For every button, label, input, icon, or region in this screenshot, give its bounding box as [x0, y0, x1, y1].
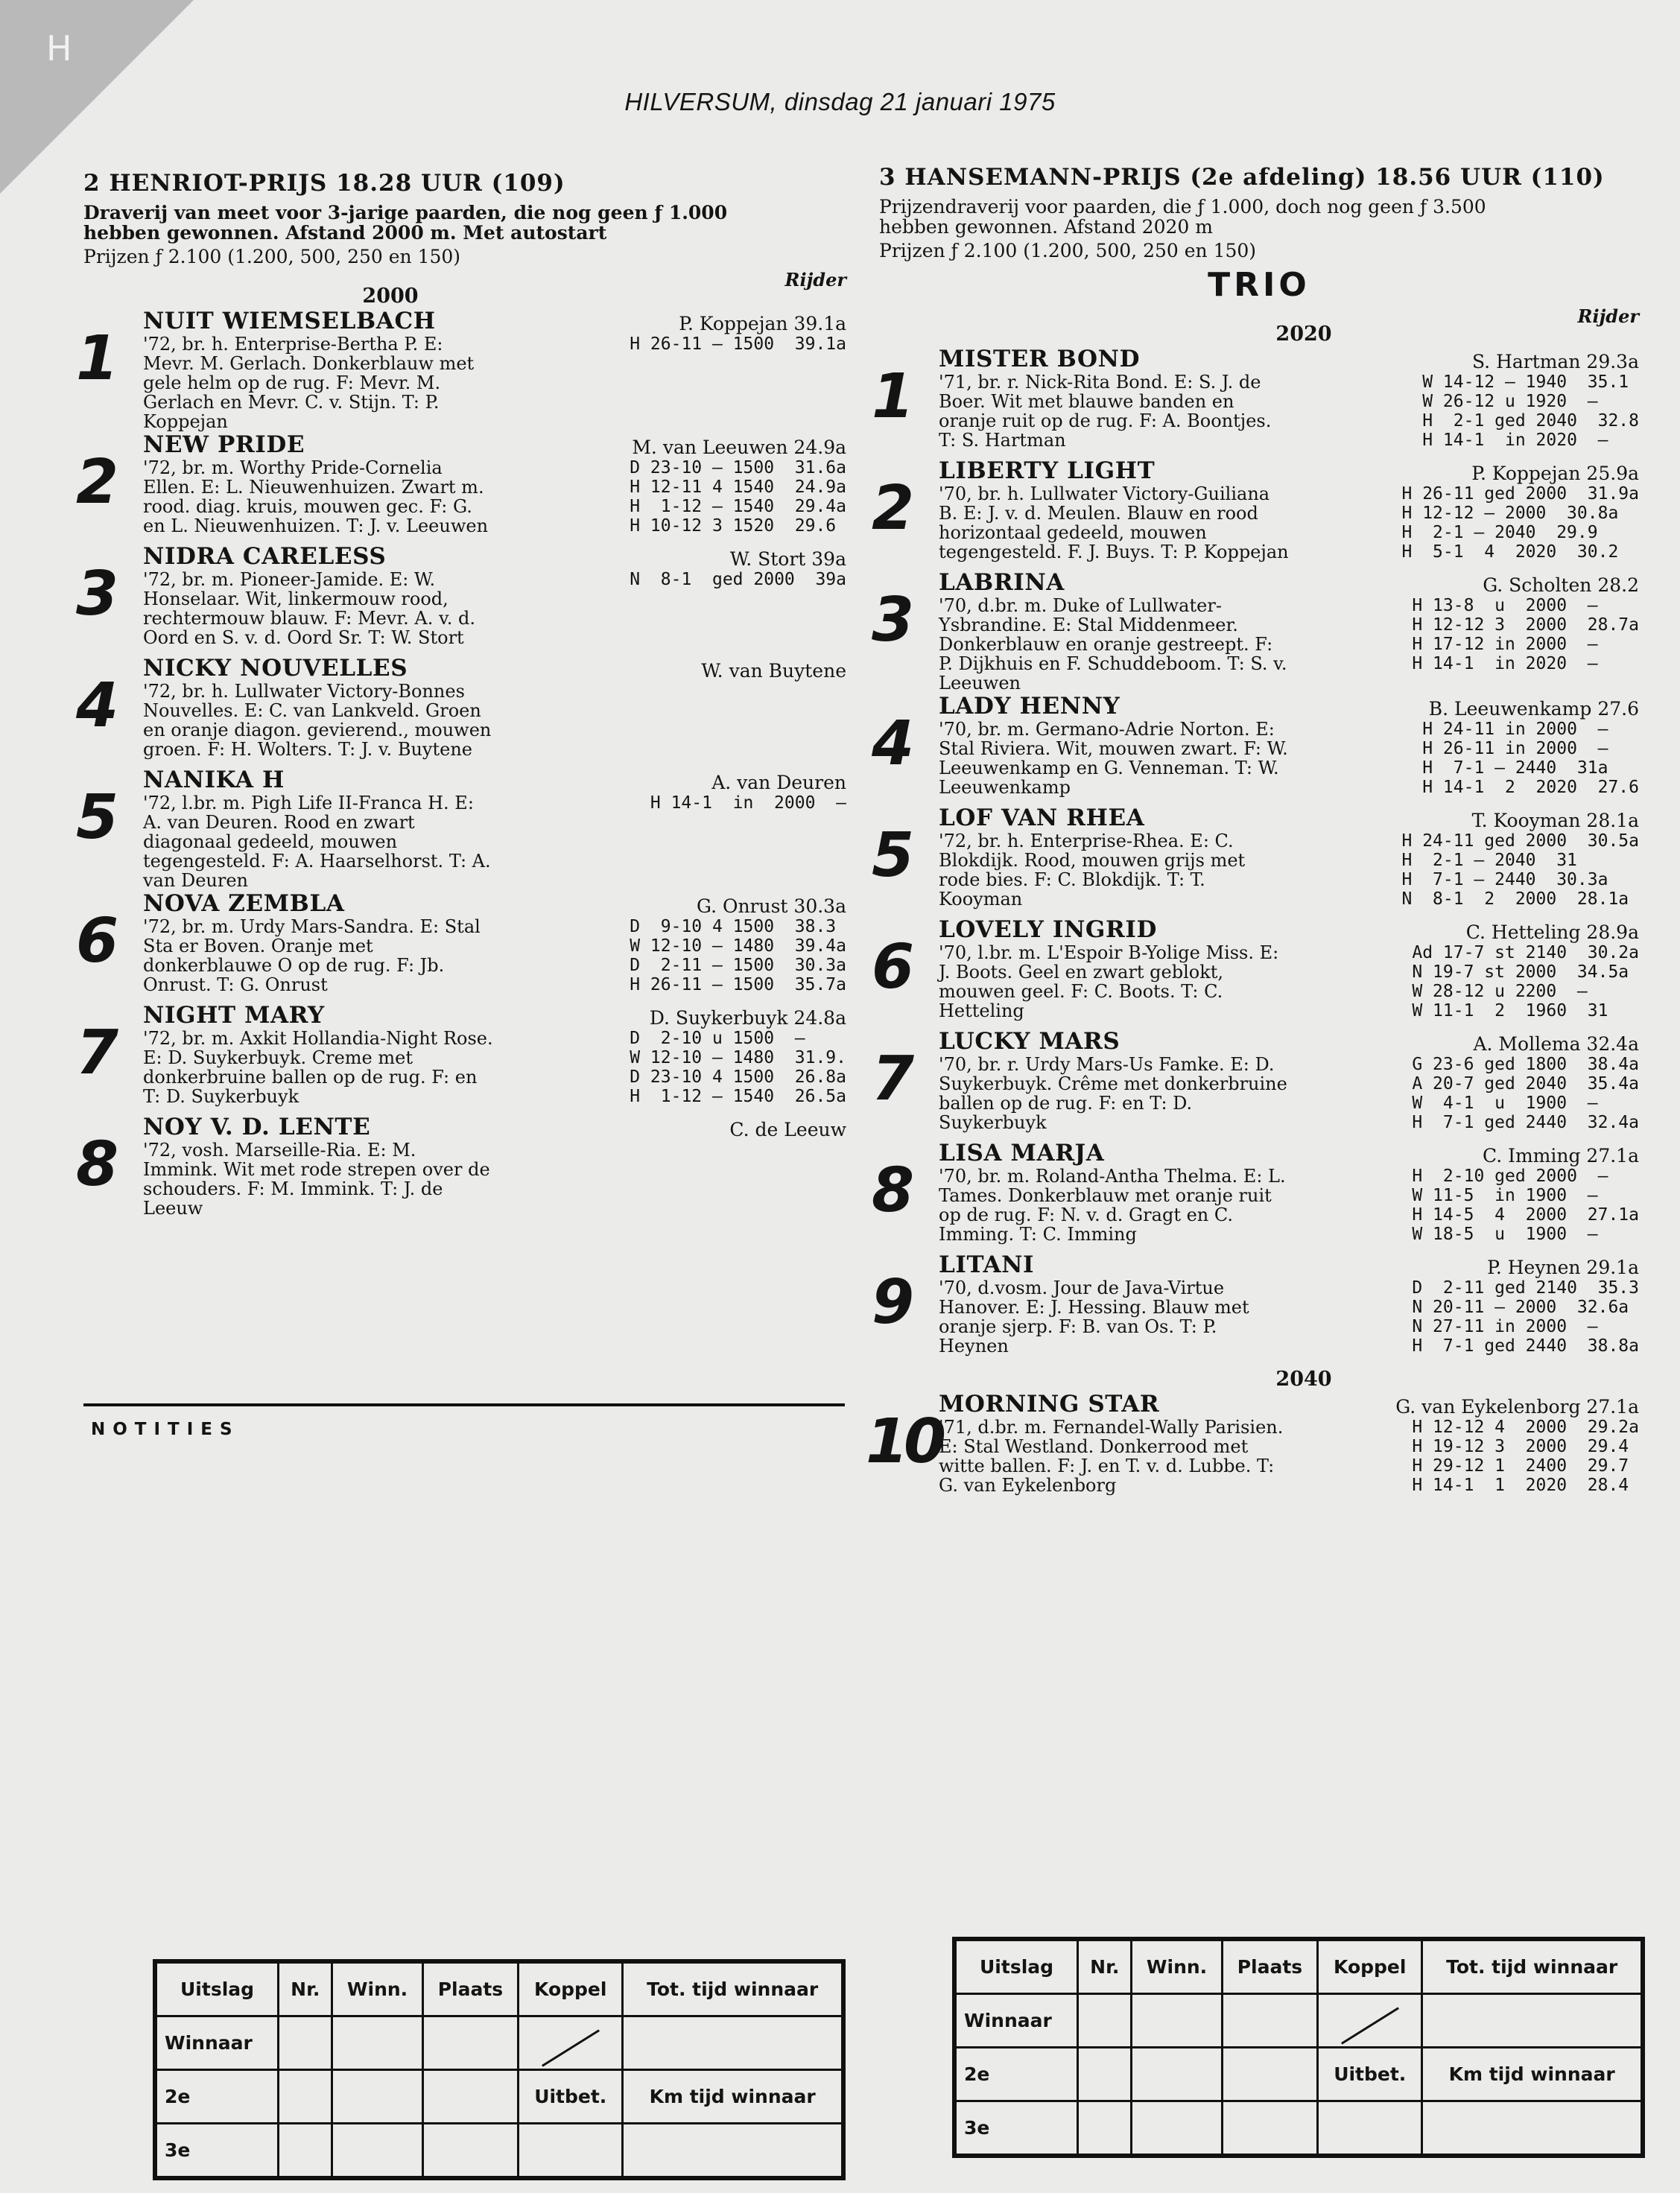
past-run: A 20-7 ged 2040 35.4a	[1412, 1074, 1639, 1094]
entry-body	[939, 484, 1639, 562]
race-title: 2 HENRIOT-PRIJS 18.28 UUR (109)	[83, 170, 565, 197]
entry-number: 4	[872, 708, 915, 779]
race-desc-line: Draverij van meet voor 3-jarige paarden, die nog geen ƒ 1.000	[83, 202, 728, 223]
entry-body	[939, 1167, 1639, 1244]
distance-label: 2020	[1275, 323, 1332, 346]
jockey-name: C. Imming 27.1a	[1482, 1145, 1639, 1167]
past-run: W 11-1 2 1960 31	[1412, 1001, 1608, 1021]
past-run: H 7-1 — 2440 31a	[1422, 758, 1608, 778]
entry-header	[939, 457, 1639, 484]
entry-number: 7	[76, 1018, 119, 1088]
table-header-cell: Plaats	[1222, 1939, 1318, 1994]
distance-label: 2000	[362, 285, 419, 308]
entry-body	[939, 720, 1639, 797]
past-runs	[1412, 1418, 1639, 1495]
horse-info: '70, br. r. Urdy Mars-Us Famke. E: D. Suykerbuyk. Crême met donkerbruine ballen op de rug. F: en T: D. Suykerbuyk	[939, 1054, 1287, 1133]
horse-name: MISTER BOND	[939, 346, 1141, 372]
race-prizes: Prijzen ƒ 2.100 (1.200, 500, 250 en 150)	[879, 240, 1257, 261]
race-desc-line: Prijzendraverij voor paarden, die ƒ 1.000, doch nog geen ƒ 3.500	[879, 196, 1486, 218]
past-run: N 8-1 ged 2000 39a	[630, 570, 846, 589]
result-cell[interactable]	[623, 2016, 843, 2070]
jockey-name: P. Koppejan 25.9a	[1471, 463, 1639, 484]
rijder-label: Rijder	[1577, 305, 1639, 327]
table-row	[155, 2016, 843, 2070]
past-run: H 26-11 — 1500 35.7a	[630, 975, 846, 994]
result-cell[interactable]	[332, 2070, 422, 2124]
table-row	[954, 2101, 1643, 2156]
table-header-cell: Koppel	[1318, 1939, 1422, 1994]
horse-name: NOY V. D. LENTE	[143, 1114, 371, 1140]
past-run: H 2-10 ged 2000 —	[1412, 1167, 1608, 1186]
race-entry	[76, 655, 846, 767]
table-row	[954, 1994, 1643, 2048]
table-row	[155, 2070, 843, 2124]
past-runs	[1422, 372, 1639, 450]
past-run: H 2-1 — 2040 31	[1401, 851, 1577, 870]
result-cell[interactable]	[519, 2124, 623, 2179]
entry-header	[143, 890, 846, 917]
horse-name: NIDRA CARELESS	[143, 543, 387, 570]
past-run: H 7-1 — 2440 30.3a	[1401, 870, 1608, 889]
entries-list	[866, 346, 1639, 1502]
entry-header	[939, 1028, 1639, 1055]
past-run: D 23-10 4 1500 26.8a	[630, 1067, 846, 1087]
horse-name: LIBERTY LIGHT	[939, 457, 1156, 484]
corner-letter: H	[46, 28, 72, 69]
race-entry	[872, 346, 1639, 457]
result-cell[interactable]	[519, 2016, 623, 2070]
entry-number: 2	[76, 447, 119, 518]
past-run: H 14-1 in 2020 —	[1412, 654, 1598, 673]
past-run: H 24-11 ged 2000 30.5a	[1401, 831, 1639, 851]
past-run: N 20-11 — 2000 32.6a	[1412, 1298, 1629, 1317]
past-runs	[1412, 1055, 1639, 1132]
result-cell[interactable]	[332, 2016, 422, 2070]
past-run: W 26-12 u 1920 —	[1422, 392, 1598, 411]
table-header-cell: Nr.	[1078, 1939, 1132, 1994]
jockey-name: T. Kooyman 28.1a	[1471, 810, 1639, 831]
past-run: W 12-10 — 1480 31.9.	[630, 1048, 846, 1067]
past-run: D 2-10 u 1500 —	[630, 1029, 805, 1048]
table-header-cell: Winn.	[332, 1961, 422, 2016]
entry-header	[939, 1391, 1639, 1418]
koppel-slash	[542, 2029, 600, 2066]
result-cell[interactable]	[1422, 2101, 1643, 2156]
entry-number: 5	[872, 820, 915, 891]
entry-body	[939, 596, 1639, 693]
entry-header	[143, 431, 846, 458]
entry-header	[939, 569, 1639, 596]
row-label: Winnaar	[954, 1994, 1078, 2048]
result-cell[interactable]	[1132, 2048, 1222, 2101]
horse-name: LADY HENNY	[939, 693, 1120, 720]
horse-info: '72, l.br. m. Pigh Life II-Franca H. E: A. van Deuren. Rood en zwart diagonaal gedeeld, mouwen tegengesteld. F: A. Haarselhorst. T: A. van Deuren	[143, 793, 491, 891]
horse-info: '70, l.br. m. L'Espoir B-Yolige Miss. E: J. Boots. Geel en zwart geblokt, mouwen geel. F: C. Boots. T: C. Hetteling	[939, 942, 1279, 1021]
horse-info: '72, br. m. Urdy Mars-Sandra. E: Stal Sta er Boven. Oranje met donkerblauwe O op de rug. F: Jb. Onrust. T: G. Onrust	[143, 916, 481, 995]
distance-label: 2040	[1275, 1368, 1332, 1391]
horse-name: NOVA ZEMBLA	[143, 890, 345, 917]
horse-name: LISA MARJA	[939, 1140, 1105, 1167]
horse-info: '70, br. m. Germano-Adrie Norton. E: Stal Riviera. Wit, mouwen zwart. F: W. Leeuwenkamp en G. Venneman. T: W. Leeuwenkamp	[939, 719, 1288, 798]
past-runs	[1402, 484, 1640, 562]
race-entry	[872, 1251, 1639, 1363]
past-runs	[1412, 1278, 1639, 1356]
jockey-name: W. Stort 39a	[729, 548, 846, 570]
past-run: D 9-10 4 1500 38.3	[630, 917, 837, 936]
race-right	[866, 164, 1639, 1502]
past-run: H 24-11 in 2000 —	[1422, 720, 1608, 739]
entry-body	[939, 1418, 1639, 1495]
entry-number: 2	[872, 473, 915, 544]
entry-body	[939, 943, 1639, 1021]
result-cell[interactable]	[1222, 2101, 1318, 2156]
past-run: W 12-10 — 1480 39.4a	[630, 936, 846, 956]
entry-number: 3	[872, 585, 915, 656]
past-runs	[1402, 831, 1640, 909]
km-tijd-label: Km tijd winnaar	[623, 2070, 843, 2124]
table-row	[155, 2124, 843, 2179]
horse-name: NEW PRIDE	[143, 431, 305, 458]
jockey-name: P. Koppejan 39.1a	[679, 313, 846, 334]
jockey-name: G. van Eykelenborg 27.1a	[1395, 1396, 1639, 1418]
horse-name: LITANI	[939, 1251, 1035, 1278]
past-run: H 26-11 ged 2000 31.9a	[1401, 484, 1639, 504]
entry-number: 8	[872, 1155, 915, 1226]
koppel-slash	[1341, 2007, 1399, 2044]
past-run: H 14-1 in 2000 —	[650, 793, 846, 813]
race-left	[76, 170, 846, 1225]
past-run: H 5-1 4 2020 30.2	[1401, 542, 1619, 562]
entry-header	[939, 346, 1639, 372]
divider	[83, 1403, 845, 1406]
entry-number: 6	[872, 932, 915, 1003]
entry-body	[143, 1140, 846, 1218]
entry-number: 5	[76, 782, 119, 853]
horse-info: '70, br. h. Lullwater Victory-Guiliana B. E: J. v. d. Meulen. Blauw en rood horizontaal gedeeld, mouwen tegengesteld. F. J. Buys. T: P. Koppejan	[939, 483, 1289, 562]
notities-label: NOTITIES	[91, 1420, 240, 1439]
horse-info: '72, br. h. Enterprise-Bertha P. E: Mevr. M. Gerlach. Donkerblauw met gele helm op de rug. F: Mevr. M. Gerlach en Mevr. C. v. Stijn. T: P. Koppejan	[143, 334, 475, 432]
past-run: H 29-12 1 2400 29.7	[1412, 1456, 1629, 1476]
jockey-name: A. Mollema 32.4a	[1473, 1033, 1639, 1055]
horse-info: '70, br. m. Roland-Antha Thelma. E: L. Tames. Donkerblauw met oranje ruit op de rug. F: N. v. d. Gragt en C. Imming. T: C. Imming	[939, 1166, 1286, 1245]
past-run: H 14-5 4 2000 27.1a	[1412, 1205, 1639, 1225]
result-cell[interactable]	[623, 2124, 843, 2179]
past-runs	[650, 793, 846, 890]
table-header-cell: Nr.	[279, 1961, 332, 2016]
horse-info: '72, vosh. Marseille-Ria. E: M. Immink. Wit met rode strepen over de schouders. F: M. Immink. T: J. de Leeuw	[143, 1140, 490, 1219]
past-runs	[1412, 1167, 1639, 1244]
entry-body	[939, 1278, 1639, 1356]
race-entry	[76, 431, 846, 543]
result-cell[interactable]	[1132, 2101, 1222, 2156]
result-cell[interactable]	[1318, 1994, 1422, 2048]
result-cell[interactable]	[1078, 2048, 1132, 2101]
race-entry	[872, 916, 1639, 1028]
entry-header	[143, 1114, 846, 1140]
entry-header	[143, 308, 846, 334]
horse-name: LABRINA	[939, 569, 1065, 596]
past-run: H 26-11 — 1500 39.1a	[630, 334, 846, 354]
results-table	[153, 1959, 846, 2180]
row-label: 2e	[954, 2048, 1078, 2101]
horse-name: NICKY NOUVELLES	[143, 655, 408, 682]
jockey-name: G. Onrust 30.3a	[696, 895, 846, 917]
past-run: H 19-12 3 2000 29.4	[1412, 1437, 1629, 1456]
past-run: W 28-12 u 2200 —	[1412, 982, 1588, 1001]
past-run: H 12-12 4 2000 29.2a	[1412, 1418, 1639, 1437]
horse-info: '72, br. h. Enterprise-Rhea. E: C. Blokdijk. Rood, mouwen grijs met rode bies. F: C. Blokdijk. T: T. Kooyman	[939, 831, 1246, 910]
result-cell[interactable]	[1132, 1994, 1222, 2048]
entry-number: 8	[76, 1129, 119, 1200]
past-run: H 12-12 3 2000 28.7a	[1412, 615, 1639, 635]
entry-number: 1	[872, 361, 915, 432]
race-entry	[872, 457, 1639, 569]
horse-info: '70, d.br. m. Duke of Lullwater-Ysbrandine. E: Stal Middenmeer. Donkerblauw en oranje gestreept. F: P. Dijkhuis en F. Schuddeboom. T: S. v. Leeuwen	[939, 595, 1287, 694]
race-desc-line: hebben gewonnen. Afstand 2000 m. Met autostart	[83, 222, 607, 244]
race-entry	[76, 1002, 846, 1114]
race-entry	[872, 804, 1639, 916]
table-header-row	[155, 1961, 843, 2016]
entry-number: 6	[76, 906, 119, 977]
uitbet-label: Uitbet.	[1318, 2048, 1422, 2101]
past-run: H 14-1 1 2020 28.4	[1412, 1476, 1629, 1495]
result-cell[interactable]	[1318, 2101, 1422, 2156]
horse-name: NANIKA H	[143, 767, 285, 793]
rijder-label: Rijder	[784, 269, 846, 291]
past-runs	[630, 1029, 846, 1106]
result-cell[interactable]	[1078, 2101, 1132, 2156]
horse-info: '70, d.vosm. Jour de Java-Virtue Hanover. E: J. Hessing. Blauw met oranje sjerp. F: B. van Os. T: P. Heynen	[939, 1278, 1249, 1356]
past-run: D 23-10 — 1500 31.6a	[630, 458, 846, 477]
jockey-name: M. van Leeuwen 24.9a	[632, 437, 846, 458]
horse-info: '72, br. m. Axkit Hollandia-Night Rose. E: D. Suykerbuyk. Creme met donkerbruine ballen op de rug. F: en T: D. Suykerbuyk	[143, 1028, 493, 1107]
table-header-cell: Koppel	[519, 1961, 623, 2016]
entry-header	[143, 1002, 846, 1029]
race-title: 3 HANSEMANN-PRIJS (2e afdeling) 18.56 UUR (110)	[879, 164, 1605, 191]
race-entry	[76, 308, 846, 432]
past-run: N 27-11 in 2000 —	[1412, 1317, 1598, 1336]
table-header-cell: Tot. tijd winnaar	[623, 1961, 843, 2016]
entry-number: 9	[872, 1267, 915, 1338]
result-cell[interactable]	[279, 2124, 332, 2179]
result-cell[interactable]	[422, 2070, 519, 2124]
row-label: 3e	[954, 2101, 1078, 2156]
entry-header	[939, 1140, 1639, 1167]
race-entry	[872, 569, 1639, 694]
past-runs	[1412, 943, 1639, 1021]
past-run: W 4-1 u 1900 —	[1412, 1094, 1598, 1113]
entry-number: 7	[872, 1044, 915, 1114]
horse-name: MORNING STAR	[939, 1391, 1160, 1418]
past-run: H 1-12 — 1540 26.5a	[630, 1087, 846, 1106]
horse-name: NUIT WIEMSELBACH	[143, 308, 436, 334]
horse-info: '71, br. r. Nick-Rita Bond. E: S. J. de Boer. Wit met blauwe banden en oranje ruit op de rug. F: A. Boontjes. T: S. Hartman	[939, 372, 1272, 451]
past-run: H 12-11 4 1540 24.9a	[630, 477, 846, 497]
entry-body	[939, 372, 1639, 450]
past-runs	[1412, 596, 1639, 693]
past-runs	[1422, 720, 1639, 797]
row-label: 2e	[155, 2070, 279, 2124]
entry-body	[143, 682, 846, 759]
jockey-name: A. van Deuren	[711, 772, 846, 793]
table-header-row	[954, 1939, 1643, 1994]
table-header-cell: Winn.	[1132, 1939, 1222, 1994]
horse-name: NIGHT MARY	[143, 1002, 325, 1029]
jockey-name: D. Suykerbuyk 24.8a	[649, 1007, 846, 1029]
race-entry	[76, 767, 846, 891]
past-run: H 14-1 2 2020 27.6	[1422, 778, 1639, 797]
entries-list	[76, 308, 846, 1225]
horse-name: LUCKY MARS	[939, 1028, 1120, 1055]
jockey-name: P. Heynen 29.1a	[1487, 1257, 1639, 1278]
horse-info: '72, br. h. Lullwater Victory-Bonnes Nouvelles. E: C. van Lankveld. Groen en oranje diagon. gevierend., mouwen groen. F: H. Wolters. T: J. v. Buytene	[143, 681, 492, 760]
entry-body	[143, 917, 846, 994]
past-run: D 2-11 ged 2140 35.3	[1412, 1278, 1639, 1298]
result-cell[interactable]	[279, 2070, 332, 2124]
past-runs	[630, 334, 846, 431]
result-cell[interactable]	[279, 2016, 332, 2070]
horse-name: LOF VAN RHEA	[939, 804, 1145, 831]
entry-header	[939, 1251, 1639, 1278]
entry-header	[939, 916, 1639, 943]
race-entry	[76, 1114, 846, 1225]
result-cell[interactable]	[1422, 1994, 1643, 2048]
entry-header	[143, 655, 846, 682]
horse-name: LOVELY INGRID	[939, 916, 1157, 943]
trio-label: TRIO	[1208, 266, 1310, 304]
entry-body	[143, 334, 846, 431]
past-run: H 12-12 — 2000 30.8a	[1401, 504, 1619, 523]
result-cell[interactable]	[1222, 1994, 1318, 2048]
past-run: H 7-1 ged 2440 32.4a	[1412, 1113, 1639, 1132]
past-run: W 18-5 u 1900 —	[1412, 1225, 1598, 1244]
past-runs	[630, 458, 846, 536]
race-entry	[872, 1028, 1639, 1140]
race-entry	[76, 543, 846, 655]
table-header-cell: Tot. tijd winnaar	[1422, 1939, 1643, 1994]
race-entry	[872, 1140, 1639, 1251]
result-cell[interactable]	[1078, 1994, 1132, 2048]
past-run: H 10-12 3 1520 29.6	[630, 516, 837, 536]
race-prizes: Prijzen ƒ 2.100 (1.200, 500, 250 en 150)	[83, 246, 461, 267]
jockey-name: G. Scholten 28.2	[1483, 574, 1639, 596]
past-run: H 1-12 — 1540 29.4a	[630, 497, 846, 516]
jockey-name: C. de Leeuw	[729, 1119, 846, 1140]
row-label: Winnaar	[155, 2016, 279, 2070]
jockey-name: S. Hartman 29.3a	[1471, 351, 1639, 372]
entry-number: 10	[866, 1406, 942, 1477]
jockey-name: B. Leeuwenkamp 27.6	[1428, 698, 1639, 720]
uitbet-label: Uitbet.	[519, 2070, 623, 2124]
table-header-cell: Uitslag	[155, 1961, 279, 2016]
past-run: H 26-11 in 2000 —	[1422, 739, 1608, 758]
result-cell[interactable]	[1222, 2048, 1318, 2101]
entry-header	[143, 767, 846, 793]
past-run: H 13-8 u 2000 —	[1412, 596, 1598, 615]
table-header-cell: Plaats	[422, 1961, 519, 2016]
entry-body	[143, 793, 846, 890]
entry-header	[143, 543, 846, 570]
entry-body	[143, 458, 846, 536]
past-run: H 14-1 in 2020 —	[1422, 431, 1608, 450]
result-cell[interactable]	[332, 2124, 422, 2179]
race-desc-line: hebben gewonnen. Afstand 2020 m	[879, 216, 1213, 238]
race-entry	[872, 693, 1639, 804]
past-run: N 8-1 2 2000 28.1a	[1401, 889, 1629, 909]
result-cell[interactable]	[422, 2124, 519, 2179]
past-runs	[630, 570, 846, 647]
past-run: N 19-7 st 2000 34.5a	[1412, 962, 1629, 982]
table-header-cell: Uitslag	[954, 1939, 1078, 1994]
past-run: Ad 17-7 st 2140 30.2a	[1412, 943, 1639, 962]
result-cell[interactable]	[422, 2016, 519, 2070]
entry-body	[939, 831, 1639, 909]
past-run: G 23-6 ged 1800 38.4a	[1412, 1055, 1639, 1074]
horse-info: '72, br. m. Worthy Pride-Cornelia Ellen. E: L. Nieuwenhuizen. Zwart m. rood. diag. kruis, mouwen gec. F: G. en L. Nieuwenhuizen. T: J. v. Leeuwen	[143, 457, 489, 536]
jockey-name: C. Hetteling 28.9a	[1465, 921, 1639, 943]
entry-header	[939, 804, 1639, 831]
past-run: D 2-11 — 1500 30.3a	[630, 956, 846, 975]
entry-body	[143, 1029, 846, 1106]
race-entry	[866, 1391, 1639, 1502]
past-run: W 11-5 in 1900 —	[1412, 1186, 1598, 1205]
past-runs	[630, 917, 846, 994]
km-tijd-label: Km tijd winnaar	[1422, 2048, 1643, 2101]
entry-number: 3	[76, 559, 119, 629]
table-row	[954, 2048, 1643, 2101]
entry-number: 4	[76, 670, 119, 741]
page-header: HILVERSUM, dinsdag 21 januari 1975	[624, 88, 1056, 115]
entry-body	[143, 570, 846, 647]
horse-info: '72, br. m. Pioneer-Jamide. E: W. Honselaar. Wit, linkermouw rood, rechtermouw blauw. F: Mevr. A. v. d. Oord en S. v. d. Oord Sr. T: W. Stort	[143, 569, 475, 648]
past-run: H 2-1 — 2040 29.9	[1401, 523, 1598, 542]
entry-body	[939, 1055, 1639, 1132]
entry-number: 1	[76, 323, 119, 394]
row-label: 3e	[155, 2124, 279, 2179]
past-run: H 17-12 in 2000 —	[1412, 635, 1598, 654]
race-entry	[76, 890, 846, 1002]
past-run: H 7-1 ged 2440 38.8a	[1412, 1336, 1639, 1356]
horse-info: '71, d.br. m. Fernandel-Wally Parisien. E: Stal Westland. Donkerrood met witte ballen. F: J. en T. v. d. Lubbe. T: G. van Eykelenborg	[939, 1417, 1284, 1496]
past-run: H 2-1 ged 2040 32.8	[1422, 411, 1639, 431]
jockey-name: W. van Buytene	[701, 660, 846, 682]
entry-header	[939, 693, 1639, 720]
results-table	[952, 1937, 1645, 2158]
past-run: W 14-12 — 1940 35.1	[1422, 372, 1629, 392]
